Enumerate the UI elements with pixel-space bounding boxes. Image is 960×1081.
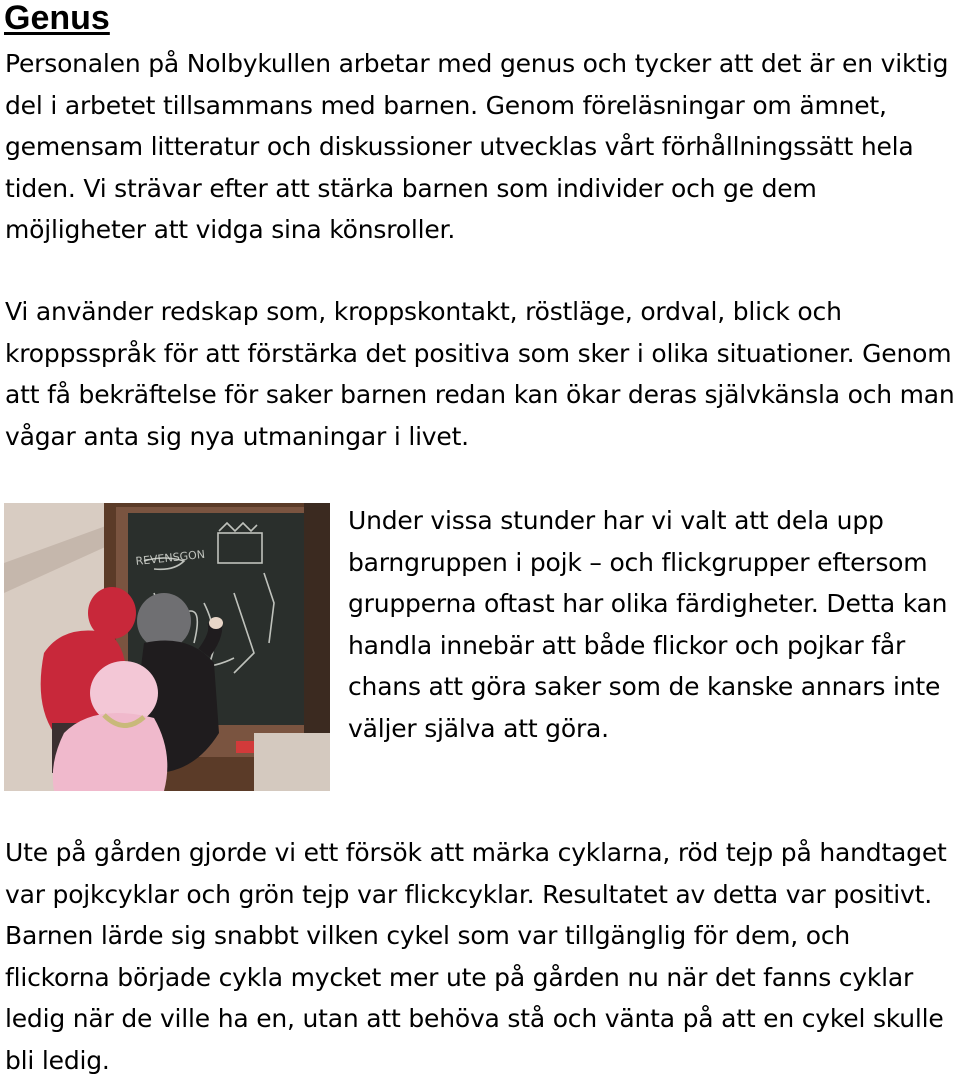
photo-illustration xyxy=(4,503,330,791)
paragraph-intro: Personalen på Nolbykullen arbetar med genus och tycker att det är en viktig del i arbetet tillsammans med barnen. Genom föreläsningar om ämnet, gemensam litteratur och diskussioner utvecklas vårt förhållningssätt hela tiden. Vi strävar efter att stärka barnen som individer och ge dem möjligheter att vidga sina könsroller. xyxy=(5,49,949,244)
children-chalkboard-photo xyxy=(4,503,330,791)
paragraph-bicycles: Ute på gården gjorde vi ett försök att märka cyklarna, röd tejp på handtaget var pojkcyklar och grön tejp var flickcyklar. Resultatet av detta var positivt. Barnen lärde sig snabbt vilken cykel som var tillgänglig för dem, och flickorna började cykla mycket mer ute på gården nu när det fanns cyklar ledig när de ville ha en, utan att behöva stå och vänta på att en cykel skulle bli ledig. xyxy=(5,838,947,1075)
paragraph-groups: Under vissa stunder har vi valt att dela upp barngruppen i pojk – och flickgrupper eftersom grupperna oftast har olika färdigheter. Detta kan handla innebär att både flickor och pojkar får chans att göra saker som de kanske annars inte väljer själva att göra. xyxy=(348,506,948,743)
page-title: Genus xyxy=(4,0,110,37)
paragraph-tools: Vi använder redskap som, kroppskontakt, röstläge, ordval, blick och kroppsspråk för att förstärka det positiva som sker i olika situationer. Genom att få bekräftelse för saker barnen redan kan ökar deras självkänsla och man vågar anta sig nya utmaningar i livet. xyxy=(5,297,955,451)
board-scribble-text: REVENSGON xyxy=(134,547,206,568)
